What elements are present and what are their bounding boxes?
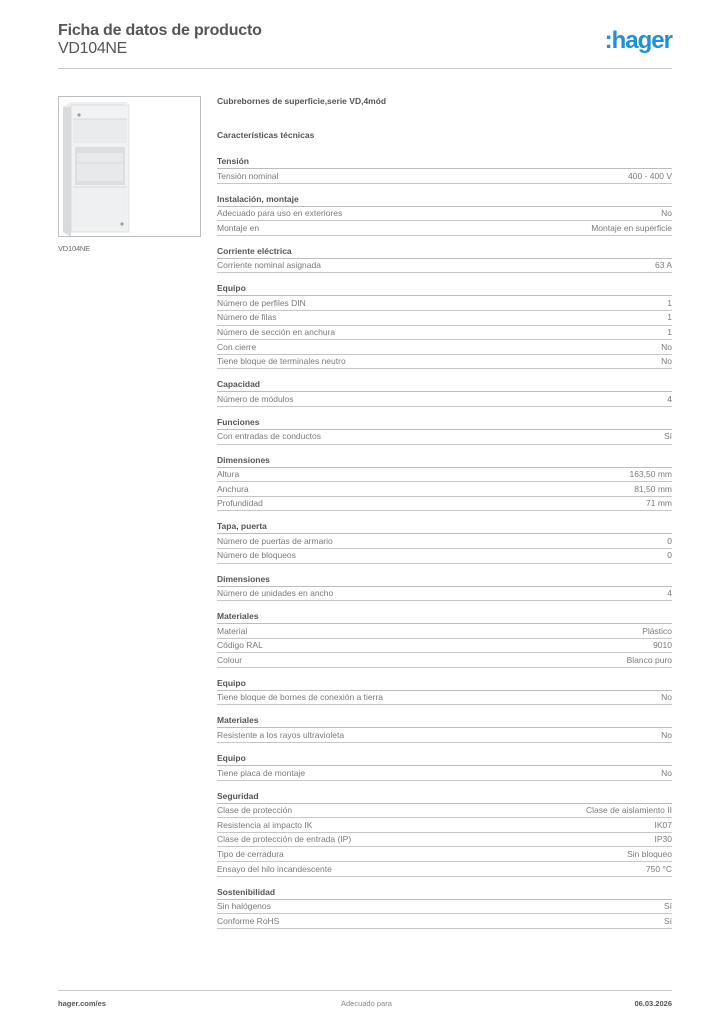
section-title: Equipo (217, 753, 672, 766)
footer-divider (58, 990, 672, 991)
spec-section (217, 678, 672, 706)
spec-row (217, 340, 672, 355)
spec-row (217, 326, 672, 341)
spec-row (217, 259, 672, 274)
spec-row (217, 639, 672, 654)
product-image (58, 96, 201, 237)
spec-label: Tensión nominal (217, 170, 279, 181)
spec-label: Número de unidades en ancho (217, 588, 334, 598)
spec-label: Montaje en (217, 222, 260, 233)
page-footer (58, 999, 672, 1008)
spec-value: 750 °C (645, 863, 672, 874)
section-title: Dimensiones (217, 455, 672, 468)
spec-value: 63 A (654, 260, 672, 271)
section-title: Materiales (217, 715, 672, 728)
hager-logo: :hager (604, 27, 672, 54)
spec-value: No (661, 356, 672, 367)
product-image-caption: VD104NE (58, 244, 90, 253)
spec-row (217, 728, 672, 743)
spec-label: Adecuado para uso en exteriores (217, 208, 343, 219)
spec-value: No (661, 208, 672, 219)
spec-value: Clase de aislamiento II (586, 805, 672, 816)
section-title: Equipo (217, 283, 672, 296)
spec-value: 0 (667, 550, 672, 561)
section-title: Funciones (217, 417, 672, 430)
product-code: VD104NE (58, 40, 128, 57)
spec-value: 1 (667, 312, 672, 323)
footer-date: 06.03.2026 (634, 999, 672, 1008)
document-title: Ficha de datos de producto (58, 22, 262, 39)
spec-value: No (661, 767, 672, 778)
spec-value: No (661, 692, 672, 703)
spec-label: Profundidad (217, 498, 263, 509)
spec-label: Resistencia al impacto IK (217, 819, 313, 830)
spec-label: Material (217, 625, 248, 636)
spec-label: Número de sección en anchura (217, 327, 336, 338)
spec-row (217, 392, 672, 407)
spec-label: Anchura (217, 483, 249, 494)
section-title: Seguridad (217, 791, 672, 804)
section-title: Dimensiones (217, 574, 672, 587)
spec-row (217, 653, 672, 668)
spec-value: IK07 (654, 819, 672, 830)
spec-row (217, 804, 672, 819)
section-title: Materiales (217, 611, 672, 624)
spec-value: 0 (667, 535, 672, 546)
section-title: Tensión (217, 156, 672, 169)
spec-section (217, 574, 672, 602)
spec-value: 400 - 400 V (628, 170, 672, 181)
spec-section (217, 753, 672, 781)
spec-section (217, 887, 672, 929)
spec-row (217, 221, 672, 236)
spec-row (217, 430, 672, 445)
spec-row (217, 296, 672, 311)
spec-row (217, 691, 672, 706)
spec-label: Número de bloqueos (217, 550, 296, 561)
spec-section (217, 417, 672, 445)
spec-label: Número de puertas de armario (217, 535, 333, 546)
spec-label: Altura (217, 469, 240, 480)
spec-value: 81,50 mm (634, 483, 672, 494)
spec-label: Con entradas de conductos (217, 431, 321, 442)
spec-section (217, 791, 672, 877)
spec-value: 163,50 mm (629, 469, 672, 480)
spec-value: No (661, 729, 672, 740)
spec-row (217, 534, 672, 549)
spec-label: Tiene placa de montaje (217, 767, 306, 778)
spec-row (217, 847, 672, 862)
spec-row (217, 311, 672, 326)
spec-value: Sí (663, 915, 672, 926)
spec-row (217, 482, 672, 497)
page-header (58, 22, 672, 58)
spec-label: Corriente nominal asignada (217, 260, 321, 271)
spec-section (217, 611, 672, 668)
enclosure-illustration-icon (59, 97, 200, 236)
spec-section (217, 379, 672, 407)
spec-label: Con cierre (217, 341, 257, 352)
section-title: Capacidad (217, 379, 672, 392)
spec-value: Blanco puro (626, 654, 672, 665)
spec-label: Ensayo del hilo incandescente (217, 863, 332, 874)
spec-label: Conforme RoHS (217, 915, 280, 926)
spec-row (217, 862, 672, 877)
spec-value: Plástico (642, 625, 672, 636)
spec-label: Sin halógenos (217, 901, 271, 912)
spec-label: Tiene bloque de terminales neutro (217, 356, 346, 367)
spec-label: Colour (217, 654, 243, 665)
spec-label: Código RAL (217, 640, 263, 651)
spec-row (217, 833, 672, 848)
spec-row (217, 914, 672, 929)
spec-section (217, 455, 672, 512)
spec-value: Sin bloqueo (627, 848, 672, 859)
header-divider (58, 68, 672, 69)
spec-content (217, 96, 672, 939)
spec-value: 1 (667, 297, 672, 308)
spec-row (217, 900, 672, 915)
spec-row (217, 549, 672, 564)
spec-value: 4 (667, 393, 672, 404)
section-title: Tapa, puerta (217, 521, 672, 534)
spec-label: Número de filas (217, 312, 277, 323)
spec-section (217, 283, 672, 369)
spec-section (217, 246, 672, 274)
spec-row (217, 497, 672, 512)
spec-section (217, 715, 672, 743)
footer-website-link[interactable]: hager.com/es (58, 999, 106, 1008)
spec-label: Número de perfiles DIN (217, 297, 306, 308)
spec-section (217, 521, 672, 563)
spec-sections (217, 156, 672, 929)
spec-value: 4 (667, 588, 672, 598)
spec-row (217, 355, 672, 370)
spec-value: Sí (663, 901, 672, 912)
spec-label: Clase de protección (217, 805, 293, 816)
section-title: Sostenibilidad (217, 887, 672, 900)
spec-row (217, 207, 672, 222)
section-title: Instalación, montaje (217, 194, 672, 207)
spec-row (217, 468, 672, 483)
spec-row (217, 169, 672, 184)
section-title: Corriente eléctrica (217, 246, 672, 259)
spec-row (217, 587, 672, 602)
spec-row (217, 624, 672, 639)
footer-center-text: Adecuado para (341, 999, 392, 1008)
spec-section (217, 194, 672, 236)
spec-value: Montaje en superficie (591, 222, 672, 233)
spec-row (217, 766, 672, 781)
spec-section (217, 156, 672, 184)
spec-label: Resistente a los rayos ultravioleta (217, 729, 345, 740)
tech-specs-heading: Características técnicas (217, 130, 315, 140)
section-title: Equipo (217, 678, 672, 691)
spec-label: Tipo de cerradura (217, 848, 284, 859)
spec-label: Tiene bloque de bornes de conexión a tierra (217, 692, 384, 703)
spec-value: IP30 (654, 834, 672, 845)
spec-value: 1 (667, 327, 672, 338)
product-description: Cubrebornes de superficie,serie VD,4mód (217, 96, 387, 106)
spec-value: No (661, 341, 672, 352)
spec-value: 71 mm (646, 498, 672, 509)
spec-label: Número de módulos (217, 393, 294, 404)
spec-row (217, 818, 672, 833)
spec-value: Sí (663, 431, 672, 442)
spec-value: 9010 (653, 640, 672, 651)
spec-label: Clase de protección de entrada (IP) (217, 834, 352, 845)
